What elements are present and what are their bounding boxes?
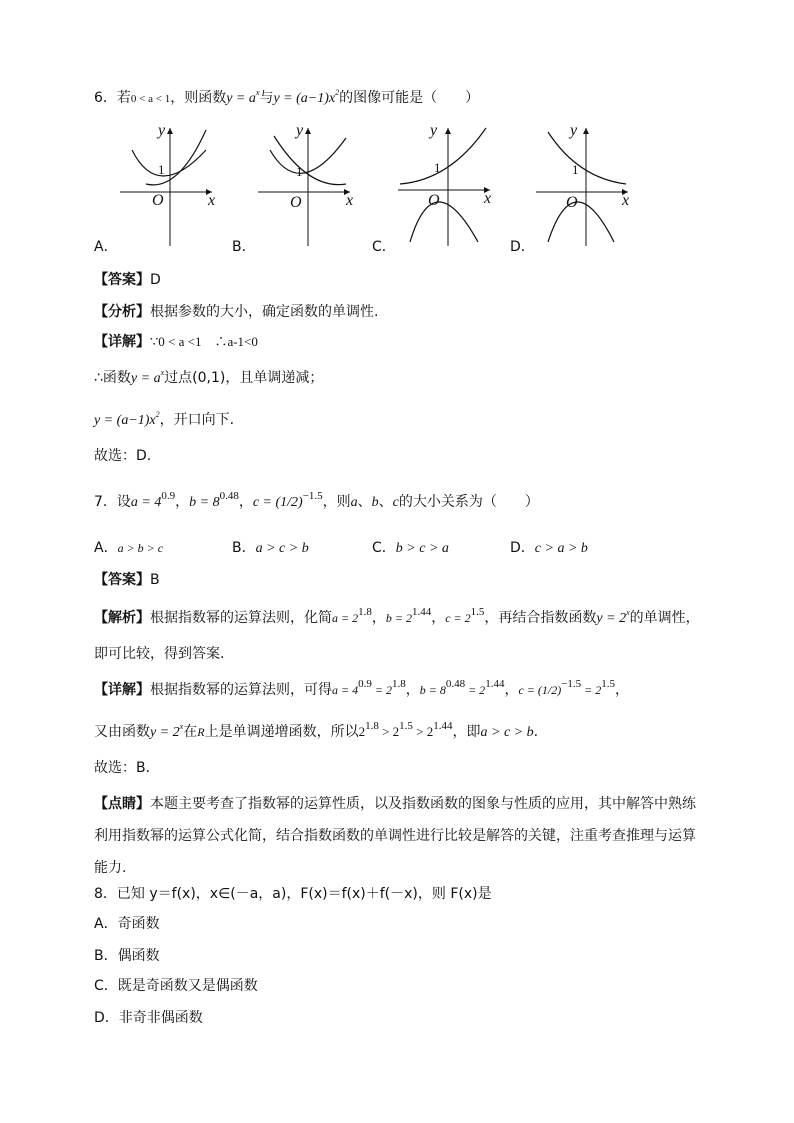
q7-c-def: c = (1/2) [252,495,303,510]
q6-option-c: C． [372,239,396,255]
graph-b-one: 1 [296,164,303,179]
q7-c-exp: −1.5 [302,490,323,503]
graph-b-x-label: x [346,192,354,209]
graph-b-svg [256,122,356,248]
q6-tail: 的图像可能是（ ） [339,90,480,106]
q7-detail-1a: 根据指数幂的运算法则，可得 [150,682,332,698]
q7-jiexi-b-exp: 1.44 [411,606,432,619]
q7-jiexi-func: y = 2 [596,611,627,626]
q7-option-a [94,538,163,558]
q7-jiexi-2: 即可比较，得到答案. [94,646,225,662]
q7-ineq-3-exp: 1.44 [433,720,453,733]
graph-b-y-label: y [296,122,304,139]
q6-option-b: B． [232,239,256,255]
graph-d [534,122,634,248]
q6-func1-exp: x [255,88,260,98]
graph-b [256,122,356,248]
q6-detail-2-a: ∴函数 [94,370,131,386]
q7-detail-2e: . [533,724,539,740]
q7-option-d [510,538,588,559]
q7-sep1: ， [175,494,190,510]
q7-jiexi-a-exp: 1.8 [358,606,372,619]
q7-option-c [372,538,449,559]
q7-answer-value: B [150,572,160,588]
q7-option-b-text: a > c > b [255,541,309,556]
graph-a [118,122,218,248]
graph-c-y-label: y [430,122,438,139]
q7-dianjing-2: 利用指数幂的运算公式化简，结合指数函数的单调性进行比较是解答的关键，注重考查推理与运算 [94,828,696,844]
q7-b-def: b = 8 [189,495,220,510]
q8-option-b: B．偶函数 [94,948,160,964]
q7-option-b-label: B． [232,540,256,556]
q7-detail-tag: 【详解】 [94,682,150,698]
q7-tail-1: ，则 [322,494,351,510]
q6-func2-exp: 2 [335,88,340,98]
graph-d-y-label: y [570,122,578,139]
q8-option-a: A．奇函数 [94,916,160,932]
q7-a-exp: 0.9 [161,490,176,503]
q7-answer [94,570,160,590]
q7-jiexi-1 [94,608,700,629]
q7-option-d-label: D． [510,540,535,556]
q7-ineq-1-exp: 1.8 [365,720,379,733]
q7-detail-a-exp: 0.9 [358,678,372,691]
q6-analysis [94,302,378,322]
q7-detail-c: c = (1/2) [518,683,562,697]
graph-d-svg [534,122,634,248]
q7-ineq-1: 2 [358,724,366,739]
graph-a-x-label: x [208,192,216,209]
q6-detail-1-text: ∵0 < a <1 ∴a-1<0 [150,334,258,349]
q7-var-a: a [350,495,358,510]
q7-detail-2d: ，即 [452,724,481,740]
graph-c-svg [396,122,496,248]
q7-option-a-label: A． [94,540,118,556]
q6-number: 6． [94,90,117,106]
q7-detail-2c: 上是单调递增函数，所以 [204,724,359,740]
q6-mid: ，则函数 [170,90,227,106]
q6-detail-3-b: ，开口向下. [159,412,235,428]
graph-d-x-label: x [622,192,630,209]
graph-b-origin: O [290,194,302,211]
q7-jiexi-func-exp: x [626,608,630,618]
q7-sep2: ， [238,494,253,510]
q7-detail-c-eq-exp: 1.5 [601,678,616,691]
q7-detail-1 [94,680,629,700]
q7-detail-2-R: R [197,725,205,739]
q7-detail-2-func: y = 2 [150,725,180,740]
q7-jiexi-tag: 【解析】 [94,610,150,626]
graph-c-x-label: x [484,190,492,207]
q7-detail-2-result: a > c > b [480,725,534,740]
q6-stem [94,88,479,109]
q7-jiexi-1a: 根据指数幂的运算法则，化简 [150,610,332,626]
q7-jiexi-c: c = 2 [445,611,471,625]
graph-a-one: 1 [158,162,165,177]
q7-var-c: c [392,495,399,510]
q7-b-exp: 0.48 [219,490,239,503]
q7-detail-b-eq: = 2 [465,683,486,697]
q7-dianjing-3: 能力. [94,860,127,876]
q6-analysis-text: 根据参数的大小，确定函数的单调性. [150,304,379,320]
q7-option-a-text: a > b > c [117,541,164,555]
q7-option-d-text: c > a > b [534,541,588,556]
graph-a-y-label: y [158,122,166,139]
q6-answer [94,270,161,290]
q7-detail-b-eq-exp: 1.44 [485,678,505,691]
q7-ineq-2-exp: 1.5 [399,720,413,733]
q7-detail-a-eq-exp: 1.8 [391,678,406,691]
q6-option-d: D． [510,239,535,255]
q7-detail-c-eq: = 2 [581,683,602,697]
q6-detail-2-b: 过点(0,1)，且单调递减； [164,370,324,386]
q6-conclusion: 故选：D. [94,448,152,464]
q8-option-d: D．非奇非偶函数 [94,1010,203,1026]
q7-conclusion: 故选：B． [94,760,160,776]
q6-detail-3 [94,410,234,431]
q6-lead: 若 [116,90,131,106]
q6-detail-2-func: y = a [130,371,161,386]
q7-detail-2a: 又由函数 [94,724,150,740]
q7-dianjing-1-text: 本题主要考查了指数幂的运算性质，以及指数函数的图象与性质的应用，其中解答中熟练 [150,796,696,812]
q7-detail-a: a = 4 [332,683,359,697]
q7-number: 7．设 [94,494,131,510]
q6-detail-3-func: y = (a−1)x [94,413,156,428]
q6-analysis-tag: 【分析】 [94,304,150,320]
q7-detail-c-exp: −1.5 [561,678,582,691]
q6-detail-tag: 【详解】 [94,334,150,350]
q6-option-a: A． [94,239,118,255]
q7-detail-2-func-exp: x [179,722,184,732]
graph-a-origin: O [152,192,164,209]
q6-func1: y = a [226,91,256,106]
q7-detail-comma2: ， [504,682,519,698]
q7-tail-2: 的大小关系为（ ） [398,494,539,510]
graph-c-one: 1 [434,160,441,175]
q7-detail-a-eq: = 2 [371,683,392,697]
q7-jiexi-a: a = 2 [332,611,359,625]
q7-dun1: 、 [357,494,372,510]
q7-detail-2b: 在 [183,724,198,740]
q8-option-c: C．既是奇函数又是偶函数 [94,978,258,994]
q8-stem: 8．已知 y＝f(x)，x∈(－a，a)，F(x)＝f(x)＋f(－x)，则 F(x)是 [94,886,492,902]
q6-detail-3-exp: 2 [155,410,160,420]
q7-detail-comma1: ， [405,682,420,698]
q7-detail-comma3: ， [615,682,630,698]
graph-c-origin: O [428,192,440,209]
q6-answer-tag: 【答案】 [94,272,150,288]
q6-conj: 与 [259,90,274,106]
q7-ineq-3: > 2 [412,724,434,739]
q7-var-b: b [371,495,379,510]
q6-detail-1 [94,332,258,352]
q7-option-c-text: b > c > a [395,541,449,556]
graph-c [396,122,496,248]
q7-option-b [232,538,309,559]
q7-jiexi-1c: 的单调性， [629,610,700,626]
q6-condition: 0 < a < 1 [130,93,171,105]
q7-stem [94,492,539,513]
q7-jiexi-comma2: ， [431,610,446,626]
q7-detail-2 [94,722,538,743]
q7-dun2: 、 [378,494,393,510]
q6-answer-value: D [150,272,161,288]
q6-detail-2-exp: x [160,368,165,378]
q7-option-c-label: C． [372,540,396,556]
q7-detail-b: b = 8 [419,683,446,697]
q7-dianjing-1 [94,794,696,814]
q7-detail-b-exp: 0.48 [445,678,466,691]
q7-ineq-2: > 2 [378,724,400,739]
graph-d-origin: O [566,194,578,211]
q6-func2: y = (a−1)x [273,91,336,106]
q7-jiexi-1b: ，再结合指数函数 [484,610,597,626]
graph-a-svg [118,122,218,248]
q7-a-def: a = 4 [130,495,162,510]
graph-d-one: 1 [572,162,579,177]
q7-answer-tag: 【答案】 [94,572,150,588]
q7-jiexi-comma1: ， [371,610,386,626]
q7-dianjing-tag: 【点睛】 [94,796,150,812]
q7-jiexi-c-exp: 1.5 [470,606,485,619]
q7-jiexi-b: b = 2 [385,611,412,625]
q6-detail-2 [94,368,323,389]
